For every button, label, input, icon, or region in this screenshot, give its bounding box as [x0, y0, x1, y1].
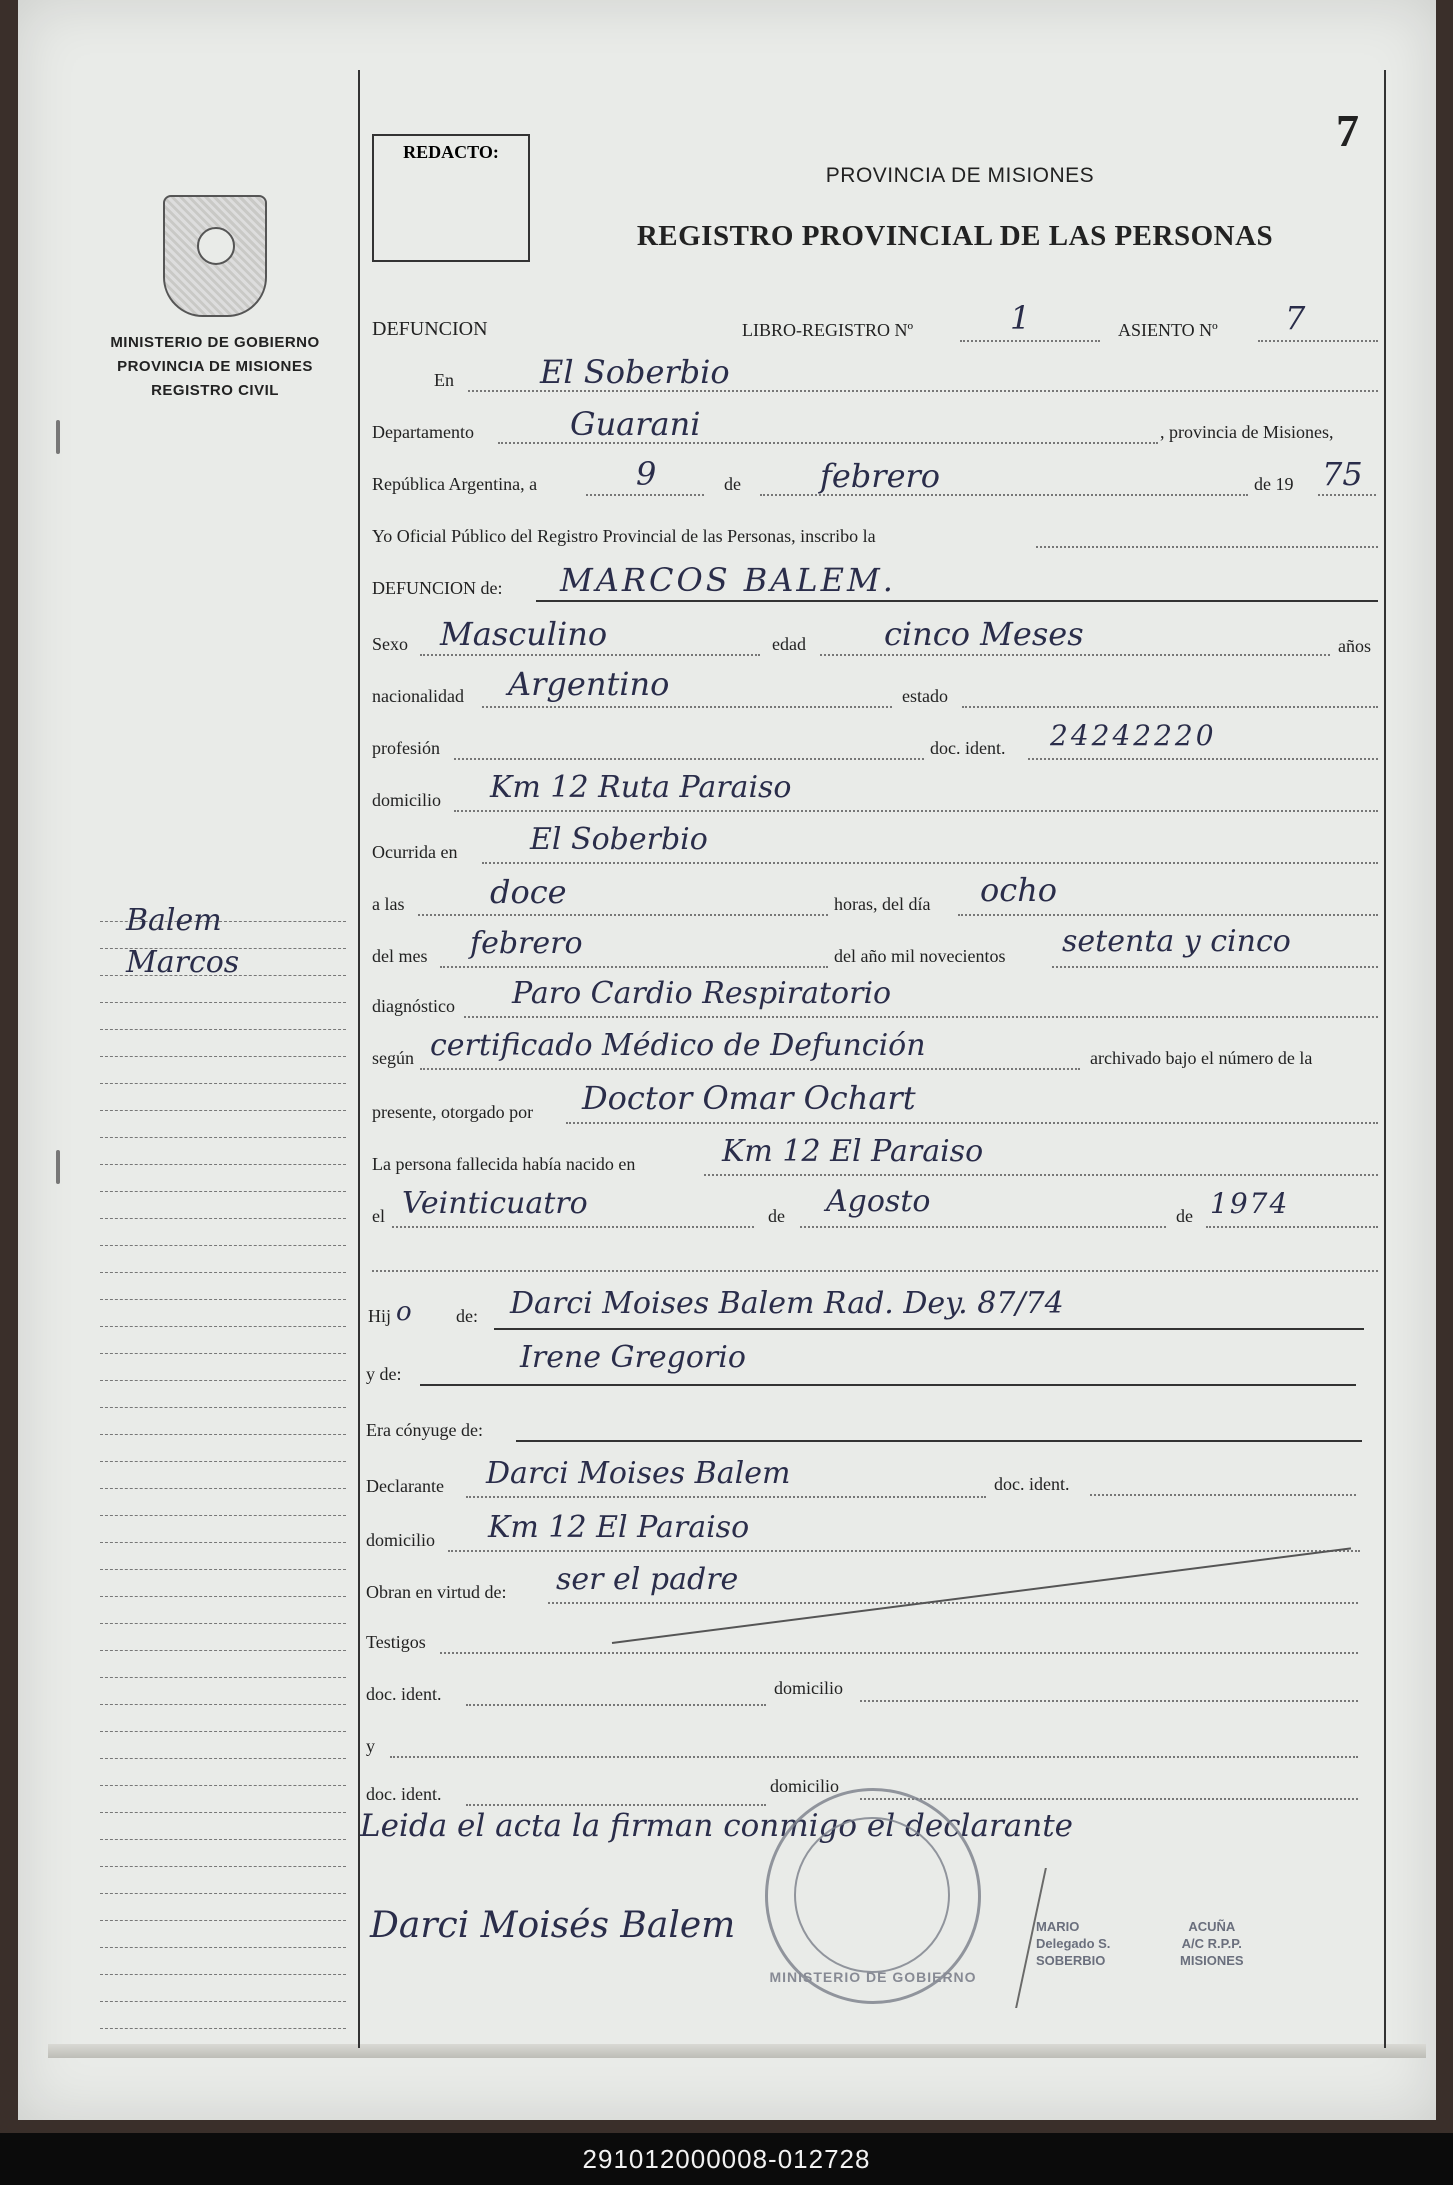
official-title: ACUÑA A/C R.P.P. MISIONES	[1180, 1919, 1244, 1968]
doc-ident-line	[1028, 758, 1378, 760]
mes-value: febrero	[820, 457, 941, 495]
segun-line	[420, 1068, 1080, 1070]
label-del-mes: del mes	[372, 946, 428, 966]
label-anos: años	[1338, 636, 1371, 656]
profesion-line	[454, 758, 924, 760]
label-yo-oficial: Yo Oficial Público del Registro Provincial de las Personas, inscribo la	[372, 526, 876, 546]
ocurrida-value: El Soberbio	[530, 822, 708, 857]
ano-value: 75	[1322, 455, 1363, 493]
label-testigo2-domicilio: domicilio	[770, 1776, 839, 1796]
presente-line	[566, 1122, 1378, 1124]
label-edad: edad	[772, 634, 806, 654]
label-domicilio-dec: domicilio	[366, 1530, 435, 1550]
label-segun: según	[372, 1048, 414, 1068]
del-dia-value: ocho	[980, 871, 1058, 909]
dia-value: 9	[636, 455, 657, 493]
label-hij-de: de:	[456, 1306, 478, 1326]
del-mes-value: febrero	[470, 926, 583, 961]
nac-mes-value: Agosto	[826, 1184, 931, 1219]
diagnostico-value: Paro Cardio Respiratorio	[512, 976, 892, 1011]
label-republica: República Argentina, a	[372, 474, 538, 494]
domicilio-value: Km 12 Ruta Paraiso	[490, 770, 792, 805]
departamento-value: Guarani	[570, 405, 701, 443]
label-nac-de: de	[768, 1206, 785, 1226]
declarante-doc-line	[1090, 1494, 1356, 1496]
estado-line	[962, 706, 1378, 708]
ministry-line: REGISTRO CIVIL	[151, 382, 279, 399]
obran-value: ser el padre	[556, 1562, 739, 1597]
domicilio-dec-line	[448, 1550, 1360, 1552]
padre-line	[494, 1328, 1364, 1330]
label-defuncion: DEFUNCION	[372, 318, 488, 340]
page-number: 7	[1336, 105, 1359, 156]
conyuge-line	[516, 1440, 1362, 1442]
dia2-line	[958, 914, 1378, 916]
hij-suffix: o	[396, 1297, 412, 1327]
nac-mes-line	[800, 1226, 1166, 1228]
label-testigo-doc: doc. ident.	[366, 1684, 442, 1704]
page-stack-edge	[48, 2044, 1426, 2058]
dia-line	[586, 494, 704, 496]
margin-notes-lines	[100, 895, 346, 2029]
madre-line	[420, 1384, 1356, 1386]
left-border-line	[358, 70, 360, 2048]
a-las-line	[418, 914, 828, 916]
nac-dia-value: Veinticuatro	[402, 1186, 588, 1221]
staple	[56, 420, 60, 454]
padre-value: Darci Moises Balem Rad. Dey. 87/74	[510, 1286, 1064, 1321]
libro-line	[960, 340, 1100, 342]
deceased-name: MARCOS BALEM.	[560, 561, 896, 599]
blank-line	[372, 1270, 1378, 1272]
label-domicilio: domicilio	[372, 790, 441, 810]
label-diagnostico: diagnóstico	[372, 996, 455, 1016]
label-de: de	[724, 474, 741, 494]
staple	[56, 1150, 60, 1184]
registry-title: REGISTRO PROVINCIAL DE LAS PERSONAS	[636, 220, 1274, 252]
document-id-footer: 291012000008-012728	[0, 2133, 1453, 2185]
obran-line	[548, 1602, 1358, 1604]
label-sexo: Sexo	[372, 634, 408, 654]
ministry-block	[70, 195, 360, 403]
label-declarante: Declarante	[366, 1476, 444, 1496]
label-archivado: archivado bajo el número de la	[1090, 1048, 1313, 1068]
label-obran: Obran en virtud de:	[366, 1582, 507, 1602]
sexo-line	[420, 654, 760, 656]
ano-line	[1318, 494, 1376, 496]
label-libro: LIBRO-REGISTRO Nº	[742, 320, 914, 340]
label-departamento: Departamento	[372, 422, 474, 442]
label-a-las: a las	[372, 894, 405, 914]
defuncion-de-line	[536, 600, 1378, 602]
testigo-doc-line	[466, 1704, 766, 1706]
libro-value: 1	[1010, 299, 1031, 337]
nac-ano-line	[1206, 1226, 1378, 1228]
domicilio-line	[454, 810, 1378, 812]
nac-dia-line	[392, 1226, 754, 1228]
coat-of-arms-icon	[163, 195, 267, 317]
testigo-dom-line	[860, 1700, 1358, 1702]
testigo2-dom-line	[860, 1798, 1358, 1800]
leida-text: Leida el acta la firman conmigo el declarante	[360, 1808, 1074, 1844]
del-mes-line	[440, 966, 828, 968]
domicilio-dec-value: Km 12 El Paraiso	[488, 1510, 750, 1545]
ministry-line: MINISTERIO DE GOBIERNO	[110, 334, 320, 351]
ministry-line: PROVINCIA DE MISIONES	[117, 358, 313, 375]
nac-ano-value: 1974	[1210, 1187, 1290, 1220]
diagnostico-line	[464, 1016, 1378, 1018]
label-hij: Hij	[368, 1306, 392, 1326]
doc-ident-value: 24242220	[1050, 719, 1217, 752]
official-name: MARIO Delegado S. SOBERBIO	[1036, 1919, 1111, 1968]
label-profesion: profesión	[372, 738, 440, 758]
label-ocurrida: Ocurrida en	[372, 842, 458, 862]
label-provincia: , provincia de Misiones,	[1160, 422, 1334, 442]
edad-line	[820, 654, 1330, 656]
ano-mil-line	[1052, 966, 1378, 968]
margin-name: Balem Marcos	[126, 903, 240, 980]
label-declarante-doc: doc. ident.	[994, 1474, 1070, 1494]
label-nac-de2: de	[1176, 1206, 1193, 1226]
otorgado-value: Doctor Omar Ochart	[582, 1079, 916, 1117]
label-asiento: ASIENTO Nº	[1118, 320, 1218, 340]
label-y: y	[366, 1736, 375, 1756]
declarante-line	[466, 1496, 986, 1498]
testigo2-line	[390, 1756, 1358, 1758]
declarant-signature: Darci Moisés Balem	[370, 1905, 736, 1946]
testigos-line	[440, 1652, 1358, 1654]
label-nacido-en: La persona fallecida había nacido en	[372, 1154, 636, 1174]
nacionalidad-value: Argentino	[508, 665, 670, 703]
province-title: PROVINCIA DE MISIONES	[825, 164, 1095, 187]
en-value: El Soberbio	[540, 353, 730, 391]
right-border-line	[1384, 70, 1386, 2048]
label-estado: estado	[902, 686, 948, 706]
yo-oficial-line	[1036, 546, 1378, 548]
label-el: el	[372, 1206, 385, 1226]
declarante-value: Darci Moises Balem	[486, 1456, 791, 1491]
label-defuncion-de: DEFUNCION de:	[372, 578, 503, 598]
ocurrida-line	[482, 862, 1378, 864]
label-testigos: Testigos	[366, 1632, 426, 1652]
label-testigo-domicilio: domicilio	[774, 1678, 843, 1698]
label-presente: presente, otorgado por	[372, 1102, 534, 1122]
edad-value: cinco Meses	[884, 615, 1084, 653]
label-en: En	[434, 370, 454, 390]
segun-value: certificado Médico de Defunción	[430, 1028, 926, 1063]
nacido-line	[704, 1174, 1378, 1176]
label-de-19: de 19	[1254, 474, 1294, 494]
label-y-de: y de:	[366, 1364, 402, 1384]
madre-value: Irene Gregorio	[520, 1340, 746, 1375]
label-del-ano: del año mil novecientos	[834, 946, 1006, 966]
label-horas-dia: horas, del día	[834, 894, 931, 914]
label-conyuge: Era cónyuge de:	[366, 1420, 483, 1440]
asiento-value: 7	[1285, 299, 1306, 337]
label-doc-ident: doc. ident.	[930, 738, 1006, 758]
a-las-value: doce	[490, 873, 567, 911]
sexo-value: Masculino	[440, 615, 608, 653]
label-nacionalidad: nacionalidad	[372, 686, 464, 706]
nacionalidad-line	[482, 706, 892, 708]
redacto-box: REDACTO:	[372, 134, 530, 262]
official-stamp: MINISTERIO DE GOBIERNO	[765, 1788, 981, 2004]
asiento-line	[1258, 340, 1378, 342]
label-testigo2-doc: doc. ident.	[366, 1784, 442, 1804]
nacido-value: Km 12 El Paraiso	[722, 1134, 984, 1169]
ano-mil-value: setenta y cinco	[1062, 924, 1291, 959]
